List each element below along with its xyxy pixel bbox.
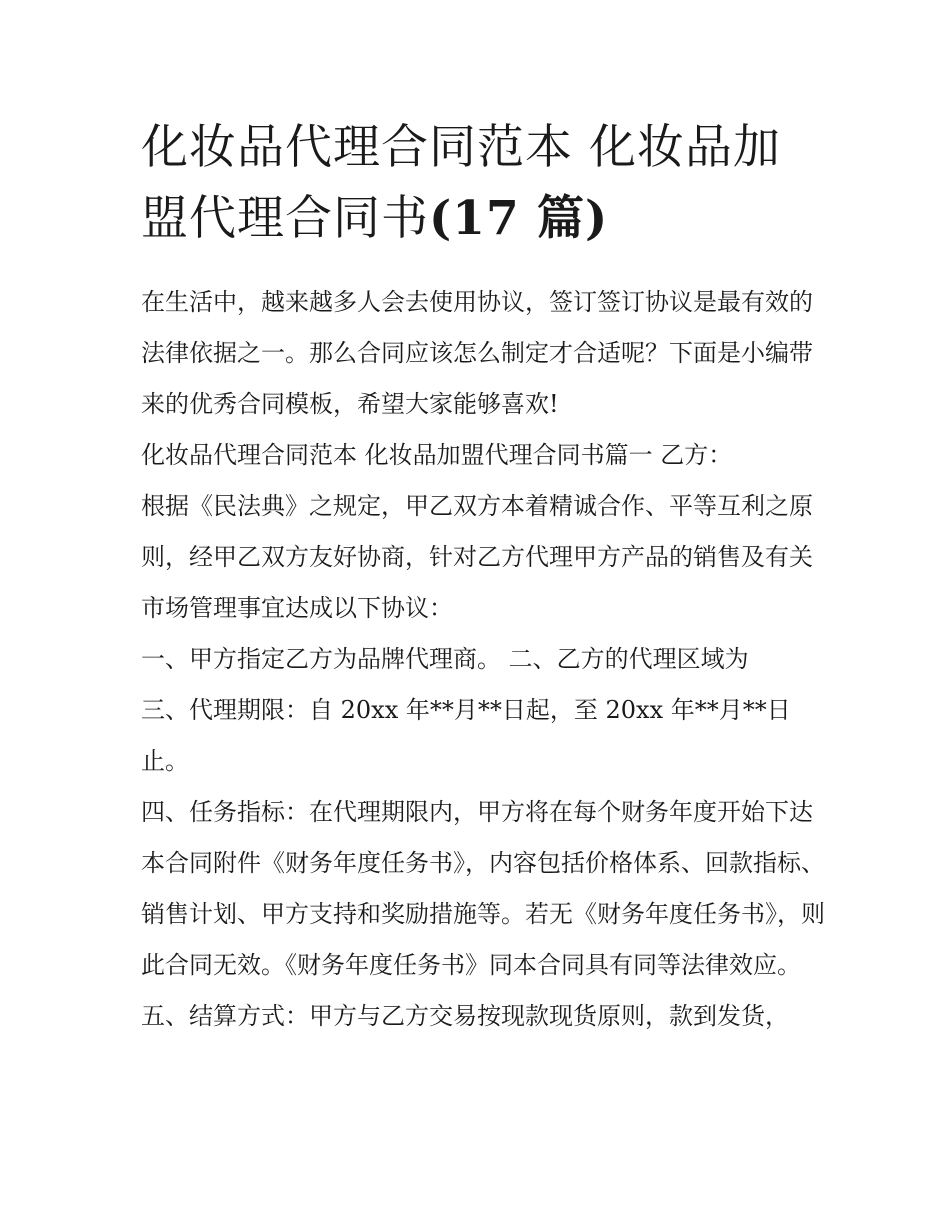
clause-1-2: 一、甲方指定乙方为品牌代理商。 二、乙方的代理区域为 [141,645,749,673]
title-line-2: 盟代理合同书 [141,191,429,246]
title-line-1: 化妆品代理合同范本 化妆品加 [141,120,781,175]
preamble-paragraph: 根据《民法典》之规定，甲乙双方本着精诚合作、平等互利之原则，经甲乙双方友好协商，针对乙方代理甲方产品的销售及有关市场管理事宜达成以下协议： [141,492,813,622]
title-count: (17 篇) [429,191,609,246]
document-title [141,112,831,254]
clause-3: 三、代理期限：自 20xx 年**月**日起，至 20xx 年**月**日止。 [141,696,791,775]
clause-4: 四、任务指标：在代理期限内，甲方将在每个财务年度开始下达本合同附件《财务年度任务书》，内容包括价格体系、回款指标、销售计划、甲方支持和奖励措施等。若无《财务年度任务书》，则此合同无效。《财务年度任务书》同本合同具有同等法律效应。 [141,798,825,979]
clause-5: 五、结算方式：甲方与乙方交易按现款现货原则，款到发货， [141,1002,789,1030]
intro-paragraph: 在生活中，越来越多人会去使用协议，签订签订协议是最有效的法律依据之一。那么合同应该怎么制定才合适呢？下面是小编带来的优秀合同模板，希望大家能够喜欢! [141,288,813,418]
document-page [141,112,831,1042]
section-heading: 化妆品代理合同范本 化妆品加盟代理合同书篇一 乙方： [141,441,733,469]
